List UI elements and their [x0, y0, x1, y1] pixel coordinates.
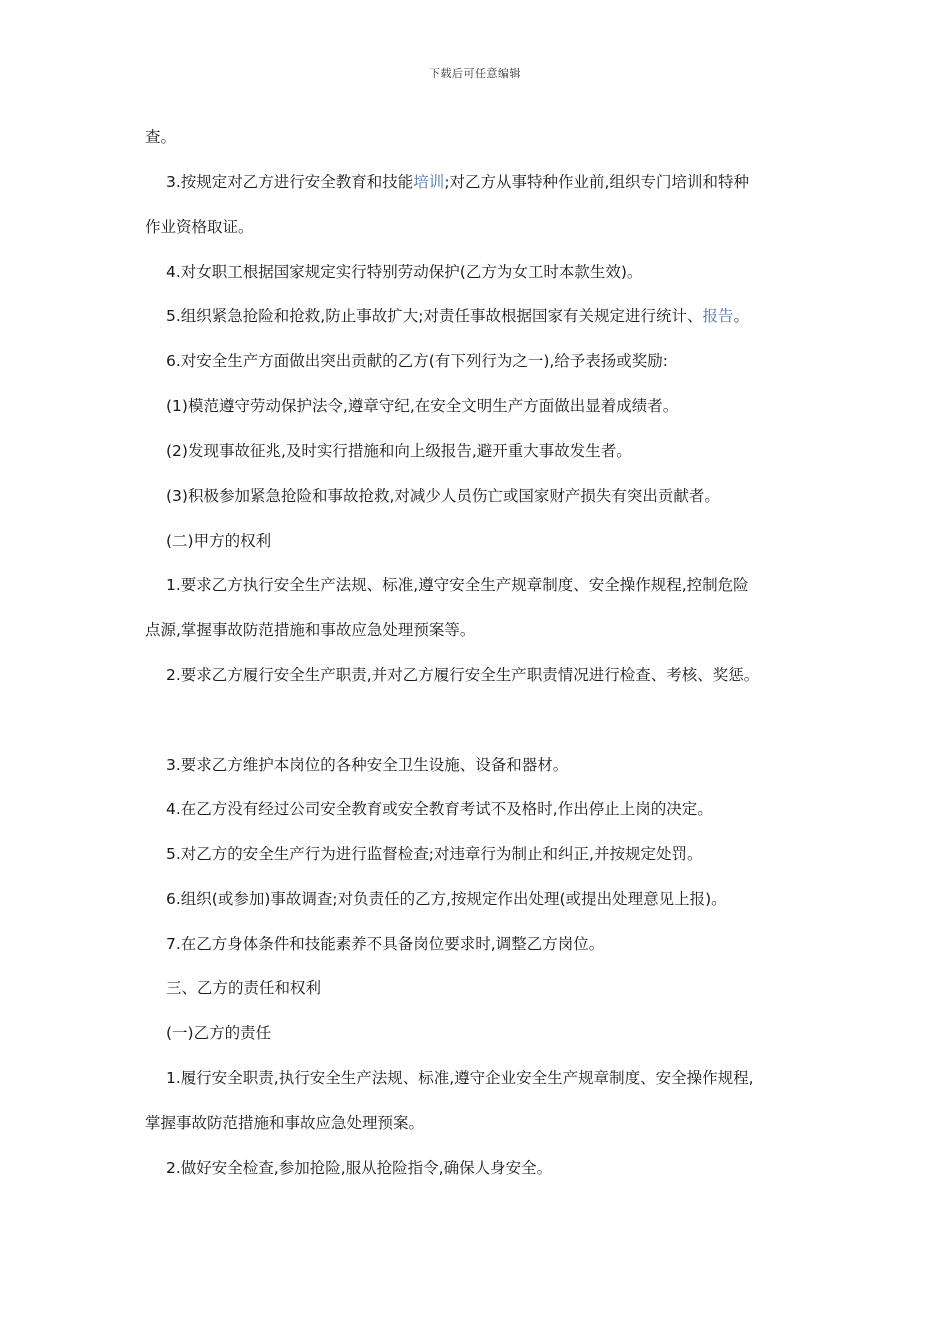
paragraph-line: (2)发现事故征兆,及时实行措施和向上级报告,避开重大事故发生者。 — [166, 442, 632, 460]
paragraph-line: (1)模范遵守劳动保护法令,遵章守纪,在安全文明生产方面做出显着成绩者。 — [166, 397, 679, 415]
paragraph-line: 2.要求乙方履行安全生产职责,并对乙方履行安全生产职责情况进行检查、考核、奖惩。 — [166, 666, 760, 684]
report-link[interactable]: 报告 — [702, 307, 734, 325]
training-link[interactable]: 培训 — [413, 173, 445, 191]
paragraph-line: (3)积极参加紧急抢险和事故抢救,对减少人员伤亡或国家财产损失有突出贡献者。 — [166, 487, 720, 505]
section-heading: (一)乙方的责任 — [166, 1024, 272, 1042]
text-segment: 3.按规定对乙方进行安全教育和技能 — [166, 173, 414, 191]
text-segment: 。 — [733, 307, 749, 325]
paragraph-line — [166, 306, 749, 326]
section-heading: 三、乙方的责任和权利 — [166, 979, 322, 997]
paragraph-line: 7.在乙方身体条件和技能素养不具备岗位要求时,调整乙方岗位。 — [166, 935, 605, 953]
text-segment: 5.组织紧急抢险和抢救,防止事故扩大;对责任事故根据国家有关规定进行统计、 — [166, 307, 703, 325]
paragraph-line: 4.对女职工根据国家规定实行特别劳动保护(乙方为女工时本款生效)。 — [166, 263, 643, 281]
paragraph-line: 6.对安全生产方面做出突出贡献的乙方(有下列行为之一),给予表扬或奖励: — [166, 352, 669, 370]
paragraph-line: 点源,掌握事故防范措施和事故应急处理预案等。 — [145, 621, 476, 639]
paragraph-line: 查。 — [145, 128, 177, 146]
section-heading: (二)甲方的权利 — [166, 532, 272, 550]
paragraph-line: 4.在乙方没有经过公司安全教育或安全教育考试不及格时,作出停止上岗的决定。 — [166, 800, 713, 818]
paragraph-line — [166, 172, 749, 192]
paragraph-line: 掌握事故防范措施和事故应急处理预案。 — [145, 1114, 425, 1132]
paragraph-line: 2.做好安全检查,参加抢险,服从抢险指令,确保人身安全。 — [166, 1159, 553, 1177]
paragraph-line: 3.要求乙方维护本岗位的各种安全卫生设施、设备和器材。 — [166, 756, 569, 774]
paragraph-line: 6.组织(或参加)事故调查;对负责任的乙方,按规定作出处理(或提出处理意见上报)。 — [166, 890, 727, 908]
paragraph-line: 1.履行安全职责,执行安全生产法规、标准,遵守企业安全生产规章制度、安全操作规程, — [166, 1069, 754, 1087]
text-segment: ;对乙方从事特种作业前,组织专门培训和特种 — [444, 173, 749, 191]
paragraph-line: 作业资格取证。 — [145, 218, 254, 236]
paragraph-line: 1.要求乙方执行安全生产法规、标准,遵守安全生产规章制度、安全操作规程,控制危险 — [166, 576, 749, 594]
paragraph-line: 5.对乙方的安全生产行为进行监督检查;对违章行为制止和纠正,并按规定处罚。 — [166, 845, 703, 863]
page-header: 下载后可任意编辑 — [429, 67, 521, 80]
